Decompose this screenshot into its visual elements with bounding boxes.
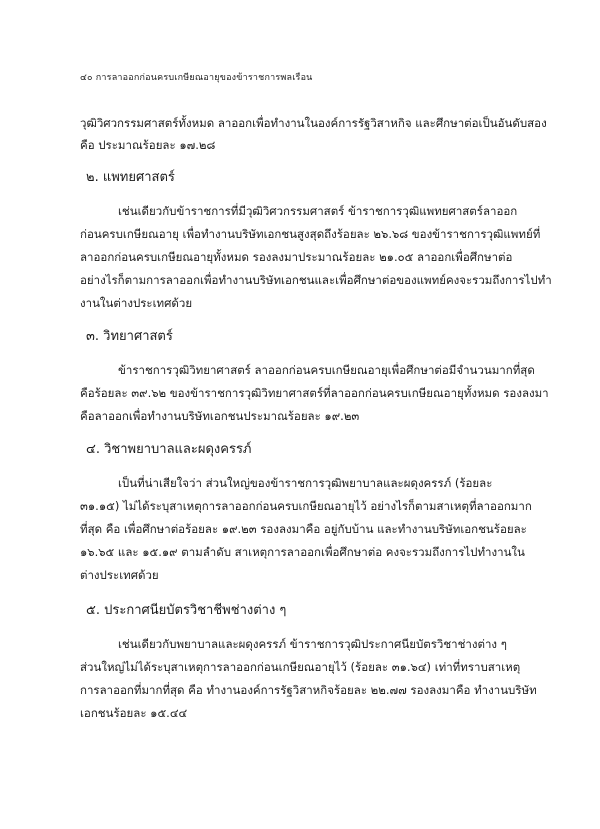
paragraph-line: เป็นที่น่าเสียใจว่า ส่วนใหญ่ของข้าราชการวุฒิพยาบาลและผดุงครรภ์ (ร้อยละ [118,476,493,490]
section-heading: ๕. ประกาศนียบัตรวิชาชีพช่างต่าง ๆ [86,603,287,618]
paragraph-line: งานในต่างประเทศด้วย [80,296,193,310]
paragraph-line: ก่อนครบเกษียณอายุ เพื่อทำงานบริษัทเอกชนสูงสุดถึงร้อยละ ๒๖.๖๘ ของข้าราชการวุฒิแพทย์ที่ [80,227,541,241]
paragraph-line: เช่นเดียวกับพยาบาลและผดุงครรภ์ ข้าราชการวุฒิประกาศนียบัตรวิชาช่างต่าง ๆ [118,637,507,651]
paragraph-line: คือลาออกเพื่อทำงานบริษัทเอกชนประมาณร้อยละ ๑๙.๒๓ [80,409,360,423]
paragraph-line: ๓๑.๑๕) ไม่ได้ระบุสาเหตุการลาออกก่อนครบเกษียณอายุไว้ อย่างไรก็ตามสาเหตุที่ลาออกมาก [80,499,532,513]
paragraph-line: ต่างประเทศด้วย [80,568,159,582]
section-heading: ๓. วิทยาศาสตร์ [86,329,173,344]
paragraph-line: ลาออกก่อนครบเกษียณอายุทั้งหมด รองลงมาประมาณร้อยละ ๒๑.๐๕ ลาออกเพื่อศึกษาต่อ [80,250,513,264]
paragraph-line: อย่างไรก็ตามการลาออกเพื่อทำงานบริษัทเอกชนและเพื่อศึกษาต่อของแพทย์คงจะรวมถึงการไปทำ [80,273,552,287]
paragraph-line: คือร้อยละ ๓๙.๖๒ ของข้าราชการวุฒิวิทยาศาสตร์ที่ลาออกก่อนครบเกษียณอายุทั้งหมด รองลงมา [80,386,549,400]
paragraph-line: เอกชนร้อยละ ๑๕.๔๔ [80,706,188,720]
paragraph-line: คือ ประมาณร้อยละ ๑๗.๒๘ [80,138,216,152]
section-heading: ๔. วิชาพยาบาลและผดุงครรภ์ [86,442,252,457]
page-header: ๔๐ การลาออกก่อนครบเกษียณอายุของข้าราชการพลเรือน [80,73,313,83]
paragraph-line: เช่นเดียวกับข้าราชการที่มีวุฒิวิศวกรรมศาสตร์ ข้าราชการวุฒิแพทยศาสตร์ลาออก [118,204,518,218]
paragraph-line: วุฒิวิศวกรรมศาสตร์ทั้งหมด ลาออกเพื่อทำงานในองค์การรัฐวิสาหกิจ และศึกษาต่อเป็นอันดับสอง [80,116,547,130]
paragraph-line: ๑๖.๖๕ และ ๑๕.๑๙ ตามลำดับ สาเหตุการลาออกเพื่อศึกษาต่อ คงจะรวมถึงการไปทำงานใน [80,545,525,559]
paragraph-line: ที่สุด คือ เพื่อศึกษาต่อร้อยละ ๑๙.๒๓ รองลงมาคือ อยู่กับบ้าน และทำงานบริษัทเอกชนร้อยละ [80,522,527,536]
section-heading: ๒. แพทยศาสตร์ [86,170,175,185]
paragraph-line: ส่วนใหญ่ไม่ได้ระบุสาเหตุการลาออกก่อนเกษียณอายุไว้ (ร้อยละ ๓๑.๖๔) เท่าที่ทราบสาเหตุ [80,660,521,674]
paragraph-line: การลาออกที่มากที่สุด คือ ทำงานองค์การรัฐวิสาหกิจร้อยละ ๒๒.๗๗ รองลงมาคือ ทำงานบริษัท [80,683,537,697]
paragraph-line: ข้าราชการวุฒิวิทยาศาสตร์ ลาออกก่อนครบเกษียณอายุเพื่อศึกษาต่อมีจำนวนมากที่สุด [118,363,535,377]
